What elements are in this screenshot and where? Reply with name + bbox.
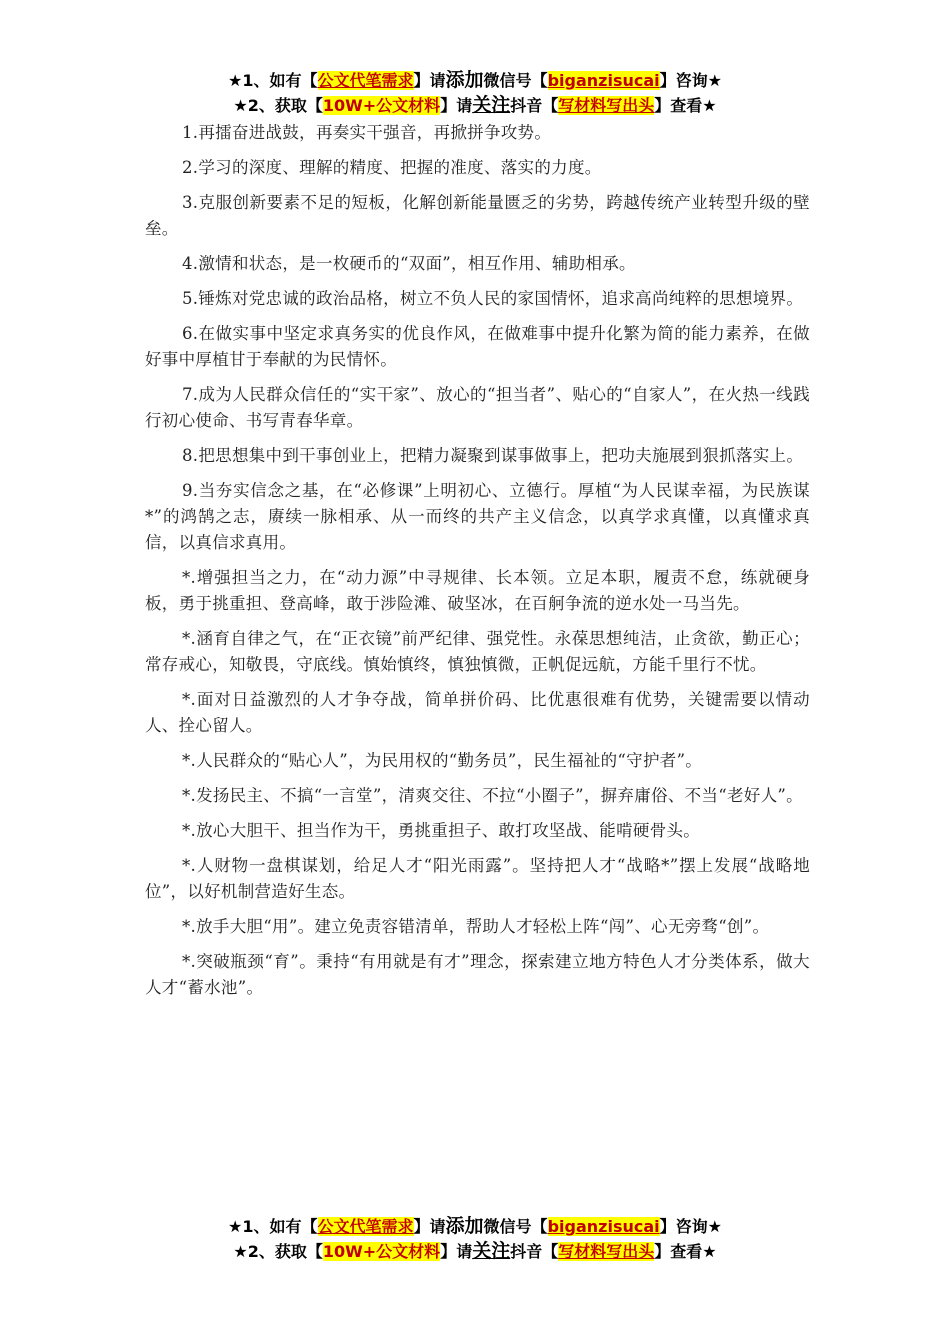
banner-text: 微信号【 bbox=[483, 71, 548, 90]
banner-highlight: biganzisucai bbox=[547, 71, 660, 90]
paragraph: 9.当夯实信念之基，在“必修课”上明初心、立德行。厚植“为人民谋幸福，为民族谋*”的鸿鹄之志，赓续一脉相承、从一而终的共产主义信念，以真学求真懂，以真懂求真信，以真信求真用。 bbox=[145, 481, 810, 552]
banner-text: ★2、获取【 bbox=[233, 1242, 323, 1261]
paragraph: *.放手大胆“用”。建立免责容错清单，帮助人才轻松上阵“闯”、心无旁骛“创”。 bbox=[182, 917, 770, 936]
paragraph: 7.成为人民群众信任的“实干家”、放心的“担当者”、贴心的“自家人”，在火热一线践行初心使命、书写青春华章。 bbox=[145, 385, 810, 430]
banner-emphasis: 添加 bbox=[445, 1215, 484, 1237]
banner-text: ★2、获取【 bbox=[233, 96, 323, 115]
banner-line-2 bbox=[0, 93, 950, 118]
paragraph: *.放心大胆干、担当作为干，勇挑重担子、敢打攻坚战、能啃硬骨头。 bbox=[182, 821, 701, 840]
banner-text: 】查看★ bbox=[654, 1242, 717, 1261]
banner-highlight: 写材料写出头 bbox=[558, 1242, 655, 1261]
banner-highlight: 10W+公文材料 bbox=[322, 96, 441, 115]
paragraph: 5.锤炼对党忠诚的政治品格，树立不负人民的家国情怀，追求高尚纯粹的思想境界。 bbox=[182, 289, 804, 308]
banner-text: 】请 bbox=[413, 71, 446, 90]
footer-banner bbox=[0, 1214, 950, 1264]
banner-emphasis: 关注 bbox=[472, 1240, 511, 1262]
paragraph: *.涵育自律之气，在“正衣镜”前严纪律、强党性。永葆思想纯洁，止贪欲，勤正心；常存戒心，知敬畏，守底线。慎始慎终，慎独慎微，正帆促远航，方能千里行不忧。 bbox=[145, 629, 810, 674]
paragraph: *.面对日益激烈的人才争夺战，简单拼价码、比优惠很难有优势，关键需要以情动人、拴心留人。 bbox=[145, 690, 810, 735]
banner-highlight: biganzisucai bbox=[547, 1217, 660, 1236]
banner-line-1 bbox=[0, 1214, 950, 1239]
banner-text: 】咨询★ bbox=[659, 71, 722, 90]
paragraph: *.人财物一盘棋谋划，给足人才“阳光雨露”。坚持把人才“战略*”摆上发展“战略地位”，以好机制营造好生态。 bbox=[145, 856, 810, 901]
banner-text: ★1、如有【 bbox=[228, 1217, 318, 1236]
paragraph: *.发扬民主、不搞“一言堂”，清爽交往、不拉“小圈子”，摒弃庸俗、不当“老好人”。 bbox=[182, 786, 803, 805]
banner-text: ★1、如有【 bbox=[228, 71, 318, 90]
banner-emphasis: 添加 bbox=[445, 69, 484, 91]
paragraph: *.人民群众的“贴心人”，为民用权的“勤务员”，民生福祉的“守护者”。 bbox=[182, 751, 703, 770]
banner-text: 】查看★ bbox=[654, 96, 717, 115]
paragraph: 1.再擂奋进战鼓，再奏实干强音，再掀拼争攻势。 bbox=[182, 123, 552, 142]
banner-text: 】请 bbox=[440, 1242, 473, 1261]
banner-text: 抖音【 bbox=[510, 1242, 559, 1261]
paragraph: *.增强担当之力，在“动力源”中寻规律、长本领。立足本职，履责不怠，练就硬身板，勇于挑重担、登高峰，敢于涉险滩、破坚冰，在百舸争流的逆水处一马当先。 bbox=[145, 568, 810, 613]
banner-highlight: 公文代笔需求 bbox=[317, 1217, 414, 1236]
banner-text: 抖音【 bbox=[510, 96, 559, 115]
banner-line-2 bbox=[0, 1239, 950, 1264]
paragraph: 4.激情和状态，是一枚硬币的“双面”，相互作用、辅助相承。 bbox=[182, 254, 636, 273]
paragraph: 6.在做实事中坚定求真务实的优良作风，在做难事中提升化繁为简的能力素养，在做好事中厚植甘于奉献的为民情怀。 bbox=[145, 324, 810, 369]
banner-line-1 bbox=[0, 68, 950, 93]
paragraph: 8.把思想集中到干事创业上，把精力凝聚到谋事做事上，把功夫施展到狠抓落实上。 bbox=[182, 446, 804, 465]
banner-highlight: 公文代笔需求 bbox=[317, 71, 414, 90]
banner-text: 】请 bbox=[440, 96, 473, 115]
banner-text: 】请 bbox=[413, 1217, 446, 1236]
document-body bbox=[145, 120, 810, 1010]
banner-emphasis: 关注 bbox=[472, 94, 511, 116]
banner-highlight: 10W+公文材料 bbox=[322, 1242, 441, 1261]
banner-highlight: 写材料写出头 bbox=[558, 96, 655, 115]
paragraph: 3.克服创新要素不足的短板，化解创新能量匮乏的劣势，跨越传统产业转型升级的壁垒。 bbox=[145, 193, 810, 238]
header-banner bbox=[0, 68, 950, 118]
paragraph: *.突破瓶颈“育”。秉持“有用就是有才”理念，探索建立地方特色人才分类体系，做大人才“蓄水池”。 bbox=[145, 952, 810, 997]
paragraph: 2.学习的深度、理解的精度、把握的准度、落实的力度。 bbox=[182, 158, 602, 177]
banner-text: 】咨询★ bbox=[659, 1217, 722, 1236]
banner-text: 微信号【 bbox=[483, 1217, 548, 1236]
